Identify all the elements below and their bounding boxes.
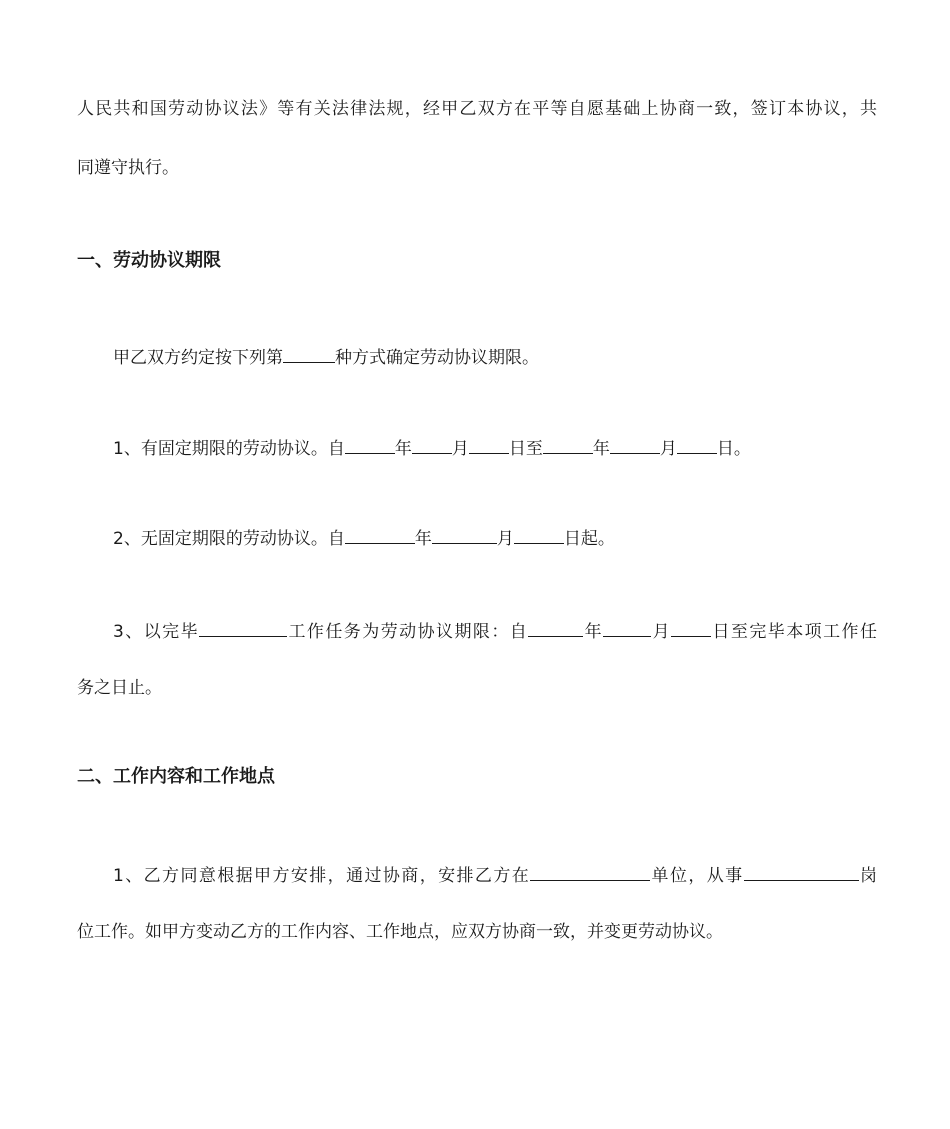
blank-method-number[interactable] xyxy=(283,344,335,363)
section-1-heading: 一、劳动协议期限 xyxy=(77,250,221,271)
term-option-1 xyxy=(113,435,877,461)
term-option-3 xyxy=(113,618,877,644)
blank-open-start-day[interactable] xyxy=(514,525,564,544)
option-1-end-year-label: 年 xyxy=(592,439,610,459)
option-2-text: 2、无固定期限的劳动协议。自 xyxy=(113,529,345,549)
option-1-end-day-label: 日。 xyxy=(716,439,751,459)
section-1-intro-before: 甲乙双方约定按下列第 xyxy=(113,348,283,368)
blank-start-month[interactable] xyxy=(412,435,452,454)
option-2-year-label: 年 xyxy=(414,529,432,549)
blank-open-start-month[interactable] xyxy=(432,525,497,544)
term-option-3-line-2: 务之日止。 xyxy=(77,678,162,698)
section-2-heading: 二、工作内容和工作地点 xyxy=(77,766,275,787)
option-1-year-label: 年 xyxy=(394,439,412,459)
option-1-text: 1、有固定期限的劳动协议。自 xyxy=(113,439,345,459)
blank-task-start-month[interactable] xyxy=(603,618,651,637)
work-clause-1-text-3: 岗 xyxy=(858,866,877,886)
blank-open-start-year[interactable] xyxy=(345,525,415,544)
section-1-intro xyxy=(113,344,877,370)
blank-work-unit[interactable] xyxy=(530,862,650,881)
work-clause-1-text-2: 单位，从事 xyxy=(650,866,744,886)
blank-task-start-year[interactable] xyxy=(528,618,583,637)
option-3-text: 3、以完毕 xyxy=(113,622,200,642)
option-2-day-label: 日起。 xyxy=(563,529,615,549)
blank-start-day[interactable] xyxy=(469,435,509,454)
blank-task-start-day[interactable] xyxy=(671,618,711,637)
intro-line-2: 同遵守执行。 xyxy=(77,158,179,178)
section-1-intro-after: 种方式确定劳动协议期限。 xyxy=(335,348,539,368)
option-1-end-month-label: 月 xyxy=(659,439,677,459)
term-option-2 xyxy=(113,525,877,551)
blank-task-name[interactable] xyxy=(199,618,287,637)
blank-work-position[interactable] xyxy=(744,862,859,881)
option-1-day-to-label: 日至 xyxy=(508,439,543,459)
option-2-month-label: 月 xyxy=(496,529,514,549)
blank-end-day[interactable] xyxy=(677,435,717,454)
option-1-month-label: 月 xyxy=(451,439,469,459)
option-3-month-label: 月 xyxy=(651,622,672,642)
blank-end-year[interactable] xyxy=(543,435,593,454)
work-clause-1-text: 1、乙方同意根据甲方安排，通过协商，安排乙方在 xyxy=(113,866,531,886)
work-clause-1 xyxy=(113,862,877,888)
blank-start-year[interactable] xyxy=(345,435,395,454)
option-3-text-2: 工作任务为劳动协议期限：自 xyxy=(287,622,529,642)
work-clause-1-line-2: 位工作。如甲方变动乙方的工作内容、工作地点，应双方协商一致，并变更劳动协议。 xyxy=(77,922,723,942)
blank-end-month[interactable] xyxy=(610,435,660,454)
intro-line-1: 人民共和国劳动协议法》等有关法律法规，经甲乙双方在平等自愿基础上协商一致，签订本协议，共 xyxy=(77,99,877,119)
option-3-year-label: 年 xyxy=(583,622,604,642)
option-3-text-3: 日至完毕本项工作任 xyxy=(711,622,878,642)
